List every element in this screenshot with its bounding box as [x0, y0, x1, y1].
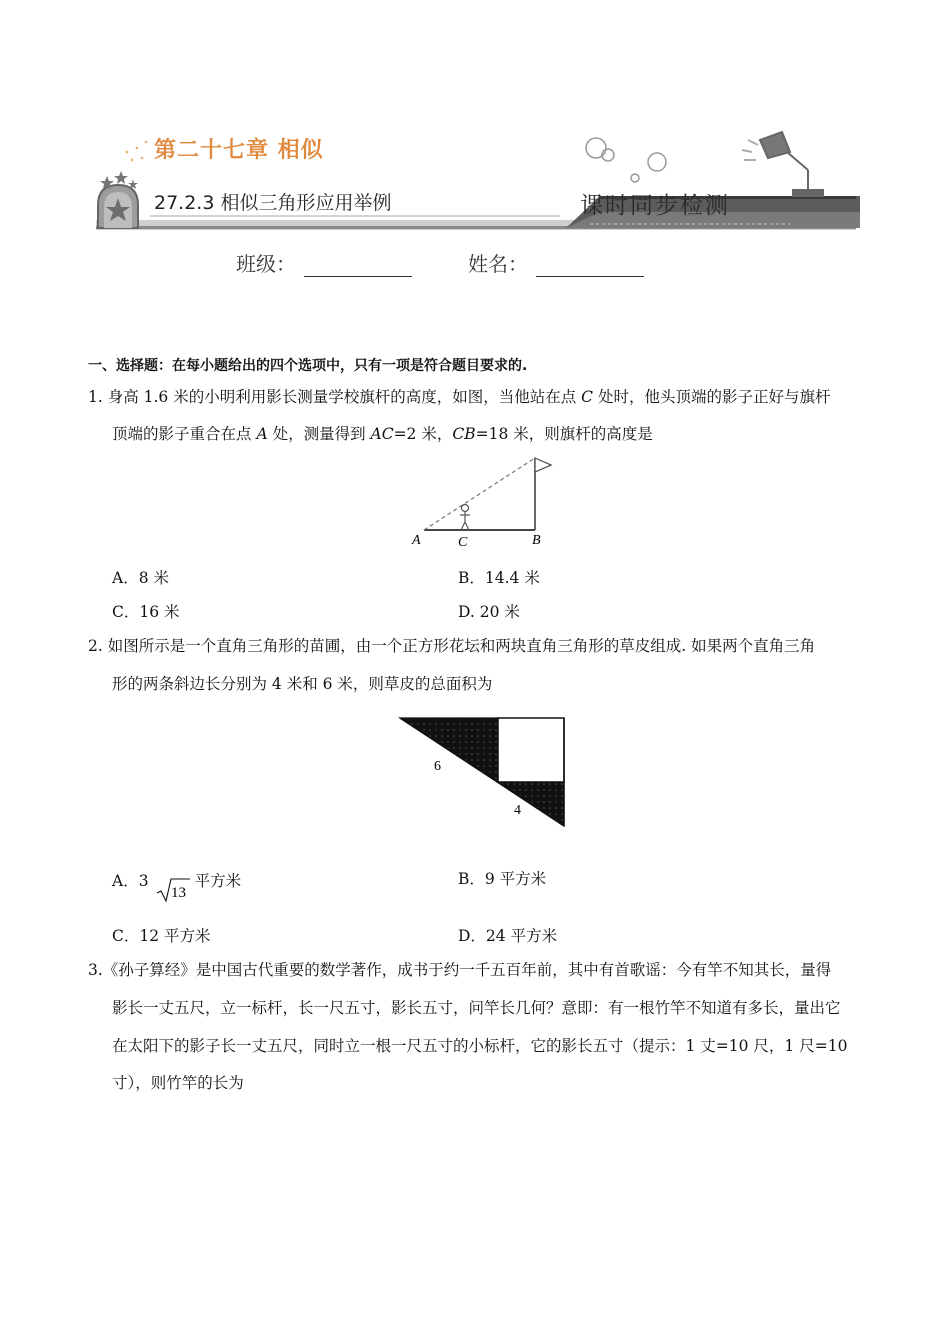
q3-line2: 影长一丈五尺，立一标杆，长一尺五寸，影长五寸，问竿长几何？意即：有一根竹竿不知道有多长，量出它 [112, 999, 841, 1017]
square-flowerbed [498, 718, 564, 782]
q3-line1: 3.《孙子算经》是中国古代重要的数学著作，成书于约一千五百年前，其中有首歌谣：今有竿不知其长，量得 [88, 961, 832, 979]
name-blank[interactable] [536, 256, 644, 277]
svg-text:13: 13 [170, 885, 186, 901]
star-badge-icon [98, 171, 138, 228]
label-six: 6 [434, 759, 441, 774]
flag-icon [535, 458, 551, 472]
q1-option-c[interactable]: C．16 米 [112, 603, 180, 621]
q2-figure [398, 716, 568, 830]
person-icon [460, 505, 470, 531]
q2-line2: 形的两条斜边长分别为 4 米和 6 米，则草皮的总面积为 [112, 675, 493, 693]
q2-option-a[interactable]: A．3 13 平方米 [112, 869, 241, 895]
part-heading: 一、选择题：在每小题给出的四个选项中，只有一项是符合题目要求的. [88, 358, 528, 374]
desk-lamp-icon [742, 132, 823, 196]
name-field [468, 248, 644, 277]
banner-label: 课时同步检测 [580, 193, 730, 219]
q2-option-c[interactable]: C．12 平方米 [112, 927, 211, 945]
q1-line1: 1. 身高 1.6 米的小明利用影长测量学校旗杆的高度，如图，当他站在点 C 处时，他头顶端的影子正好与旗杆 [88, 388, 831, 406]
label-c: C [458, 535, 468, 550]
label-b: B [532, 533, 541, 548]
class-label: 班级： [236, 252, 296, 276]
q1-option-d[interactable]: D. 20 米 [458, 603, 520, 621]
header-decoration [0, 0, 950, 240]
class-blank[interactable] [304, 256, 412, 277]
q1-option-b[interactable]: B．14.4 米 [458, 569, 540, 587]
shadow-ray [424, 458, 535, 530]
bubble-icon [586, 138, 666, 182]
q1-option-a[interactable]: A．8 米 [112, 569, 169, 587]
q2-option-d[interactable]: D．24 平方米 [458, 927, 558, 945]
q3-line4: 寸），则竹竿的长为 [112, 1074, 244, 1092]
section-title: 27.2.3 相似三角形应用举例 [154, 192, 392, 214]
q2-line1: 2. 如图所示是一个直角三角形的苗圃，由一个正方形花坛和两块直角三角形的草皮组成. 如果两个直角三角 [88, 637, 816, 655]
class-field [236, 248, 412, 277]
label-four: 4 [514, 803, 521, 818]
label-a: A [412, 533, 421, 548]
q1-line2: 顶端的影子重合在点 A 处，测量得到 AC=2 米，CB=18 米，则旗杆的高度是 [112, 425, 653, 443]
header-banner [0, 0, 950, 240]
q1-figure [408, 452, 558, 552]
q2-option-b[interactable]: B．9 平方米 [458, 870, 547, 888]
name-label: 姓名： [468, 252, 528, 276]
q3-line3: 在太阳下的影子长一丈五尺，同时立一根一尺五寸的小标杆，它的影长五寸（提示：1 丈=10 尺，1 尺=10 [112, 1037, 848, 1055]
sqrt-symbol [155, 869, 191, 901]
chapter-title: 第二十七章 相似 [154, 138, 324, 163]
